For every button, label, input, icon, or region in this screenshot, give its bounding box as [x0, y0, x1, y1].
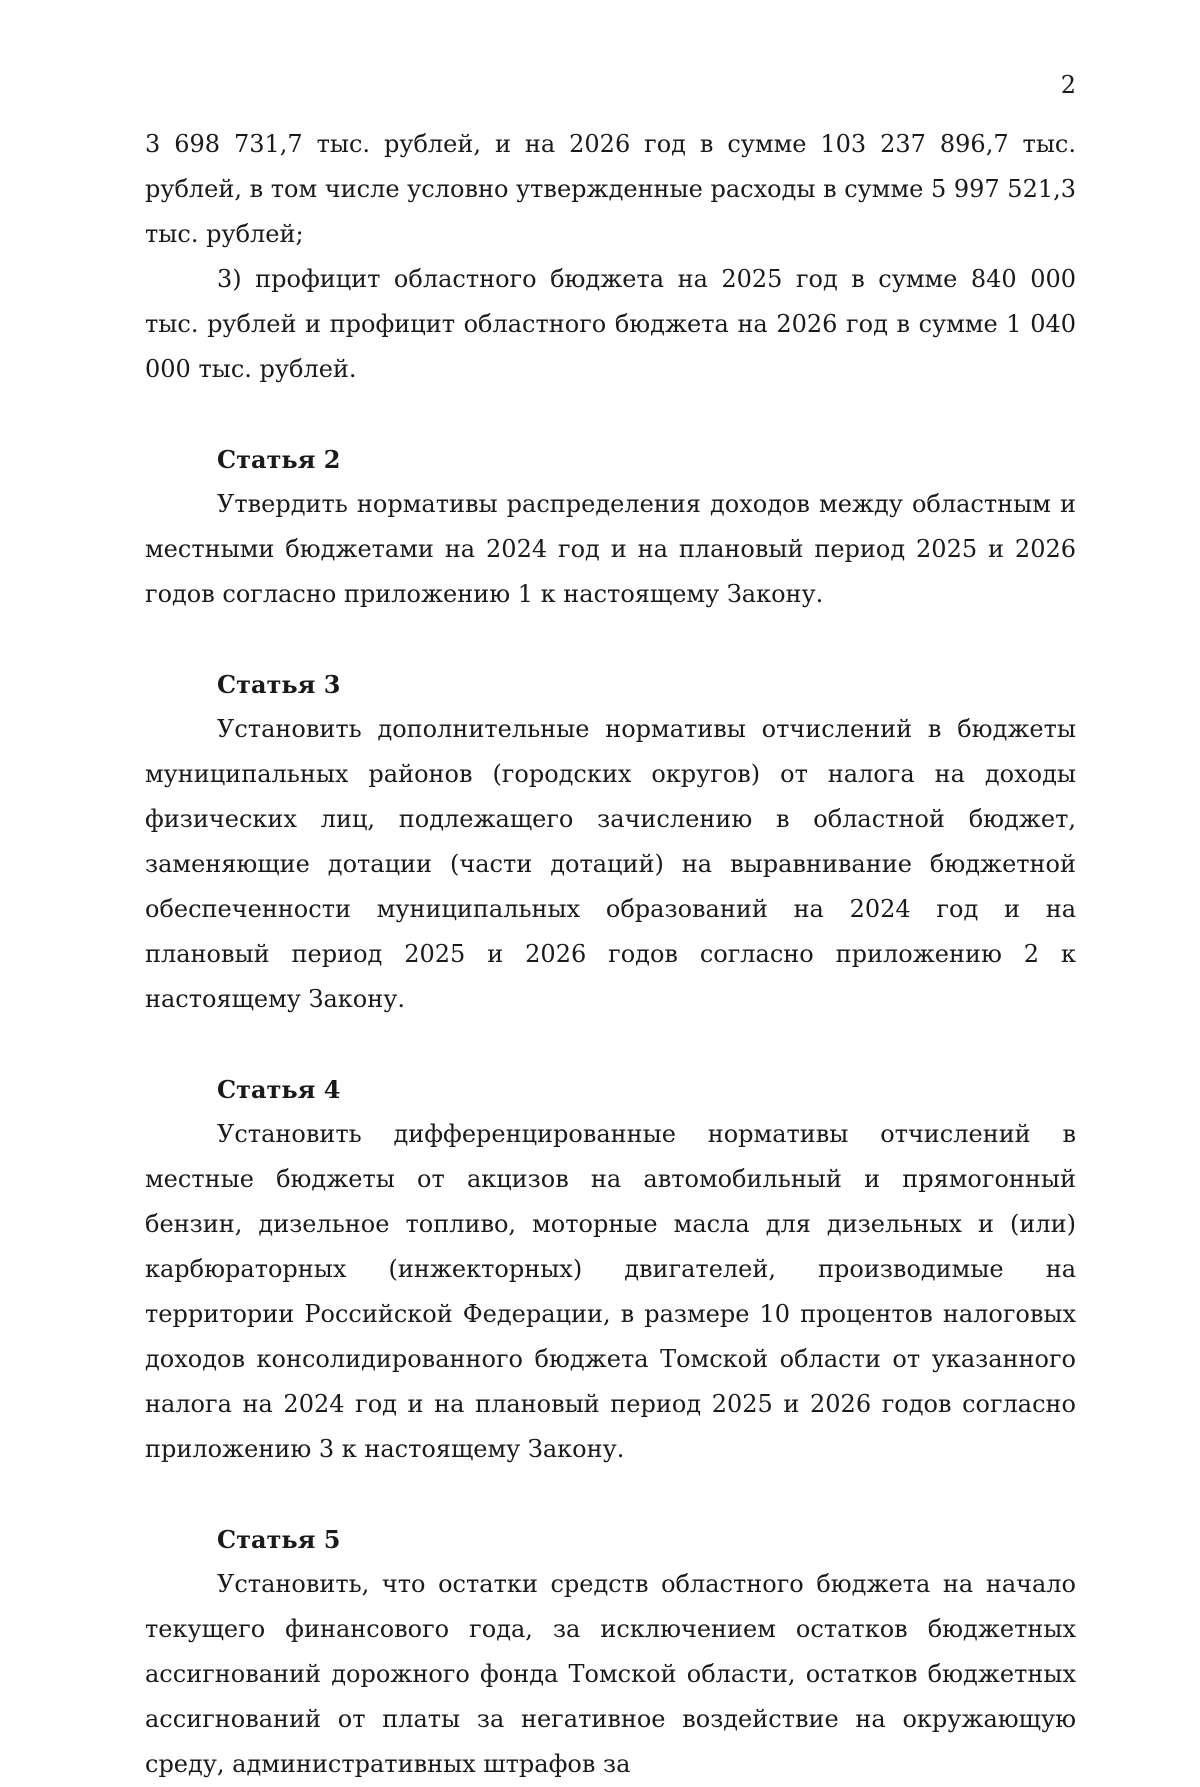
article-3-title: Статья 3 [217, 670, 341, 699]
article-2-text: Утвердить нормативы распределения доходов между областным и местными бюджетами на 2024 год и на плановый период 2025 и 2026 годов согласно приложению 1 к настоящему Закону. [145, 490, 1076, 608]
section-gap [145, 392, 1076, 437]
article-5-title: Статья 5 [217, 1525, 341, 1554]
intro-paragraph-1: 3 698 731,7 тыс. рублей, и на 2026 год в сумме 103 237 896,7 тыс. рублей, в том числе условно утвержденные расходы в сумме 5 997 521,3 тыс. рублей; [145, 130, 1077, 248]
article-5 [145, 1517, 1076, 1787]
section-gap [145, 617, 1076, 662]
article-2-title: Статья 2 [217, 445, 341, 474]
intro-paragraph-2: 3) профицит областного бюджета на 2025 год в сумме 840 000 тыс. рублей и профицит областного бюджета на 2026 год в сумме 1 040 000 тыс. рублей. [145, 265, 1076, 383]
article-3 [145, 662, 1076, 1022]
article-2 [145, 437, 1076, 617]
article-4-text: Установить дифференцированные нормативы отчислений в местные бюджеты от акцизов на автомобильный и прямогонный бензин, дизельное топливо, моторные масла для дизельных и (или) карбюраторных (инжекторных) двигателей, производимые на территории Российской Федерации, в размере 10 процентов налоговых доходов консолидированного бюджета Томской области от указанного налога на 2024 год и на плановый период 2025 и 2026 годов согласно приложению 3 к настоящему Закону. [145, 1120, 1076, 1463]
document-body [145, 122, 1076, 1787]
page-number: 2 [1060, 71, 1076, 99]
article-4 [145, 1067, 1076, 1472]
section-gap [145, 1022, 1076, 1067]
article-3-text: Установить дополнительные нормативы отчислений в бюджеты муниципальных районов (городских округов) от налога на доходы физических лиц, подлежащего зачислению в областной бюджет, заменяющие дотации (части дотаций) на выравнивание бюджетной обеспеченности муниципальных образований на 2024 год и на плановый период 2025 и 2026 годов согласно приложению 2 к настоящему Закону. [145, 715, 1076, 1013]
section-gap [145, 1472, 1076, 1517]
article-5-text: Установить, что остатки средств областного бюджета на начало текущего финансового года, за исключением остатков бюджетных ассигнований дорожного фонда Томской области, остатков бюджетных ассигнований от платы за негативное воздействие на окружающую среду, административных штрафов за [145, 1570, 1076, 1778]
article-4-title: Статья 4 [217, 1075, 341, 1104]
